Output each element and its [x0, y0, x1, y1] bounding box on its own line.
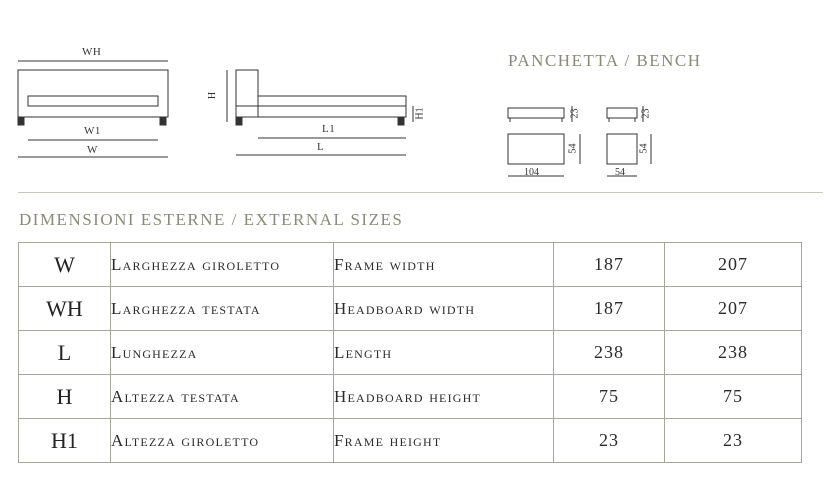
- bench-large-front: [508, 108, 564, 118]
- w-label: W: [87, 144, 98, 156]
- section-divider: [18, 192, 823, 193]
- h-label: H: [207, 91, 219, 100]
- side-mattress: [258, 96, 406, 106]
- table-row: [19, 287, 802, 331]
- foot-left: [18, 117, 24, 125]
- row-italian: Altezza testata: [111, 375, 334, 419]
- foot-right: [160, 117, 166, 125]
- table-row: [19, 243, 802, 287]
- side-frame: [236, 106, 406, 117]
- table-row: [19, 331, 802, 375]
- bench-small-top: [607, 134, 637, 164]
- row-code: WH: [19, 287, 111, 331]
- l1-label: L1: [322, 123, 336, 135]
- row-value-1: 75: [554, 375, 665, 419]
- row-code: H: [19, 375, 111, 419]
- row-value-1: 23: [554, 419, 665, 463]
- row-english: Headboard width: [334, 287, 554, 331]
- row-code: L: [19, 331, 111, 375]
- row-value-1: 187: [554, 287, 665, 331]
- row-value-2: 23: [665, 419, 802, 463]
- row-english: Length: [334, 331, 554, 375]
- row-italian: Altezza giroletto: [111, 419, 334, 463]
- sizes-table: [18, 242, 802, 463]
- l-label: L: [317, 141, 325, 153]
- bench-small-width: 54: [615, 167, 625, 178]
- row-value-1: 187: [554, 243, 665, 287]
- row-value-1: 238: [554, 331, 665, 375]
- row-italian: Larghezza giroletto: [111, 243, 334, 287]
- bench-title: PANCHETTA / BENCH: [508, 51, 702, 70]
- row-english: Headboard height: [334, 375, 554, 419]
- bench-large-top: [508, 134, 564, 164]
- headboard-outline: [18, 70, 168, 117]
- row-english: Frame height: [334, 419, 554, 463]
- mattress-outline: [28, 96, 158, 106]
- h1-label: H1: [414, 107, 426, 120]
- wh-label: WH: [82, 46, 102, 58]
- sizes-title: DIMENSIONI ESTERNE / EXTERNAL SIZES: [19, 210, 404, 229]
- row-value-2: 75: [665, 375, 802, 419]
- row-italian: Lunghezza: [111, 331, 334, 375]
- bench-large-height: 23: [569, 108, 581, 119]
- row-code: H1: [19, 419, 111, 463]
- table-row: [19, 419, 802, 463]
- row-code: W: [19, 243, 111, 287]
- row-value-2: 238: [665, 331, 802, 375]
- row-value-2: 207: [665, 243, 802, 287]
- bench-small-front: [607, 108, 637, 118]
- bench-small-height: 23: [640, 108, 652, 119]
- row-italian: Larghezza testata: [111, 287, 334, 331]
- w1-label: W1: [84, 125, 101, 137]
- row-value-2: 207: [665, 287, 802, 331]
- bed-drawings: [0, 0, 824, 200]
- row-english: Frame width: [334, 243, 554, 287]
- table-row: [19, 375, 802, 419]
- bench-large-depth: 54: [567, 143, 579, 154]
- front-view: [18, 61, 168, 157]
- bench-small-depth: 54: [638, 143, 650, 154]
- side-headboard: [236, 70, 258, 117]
- bench-large-width: 104: [524, 167, 539, 178]
